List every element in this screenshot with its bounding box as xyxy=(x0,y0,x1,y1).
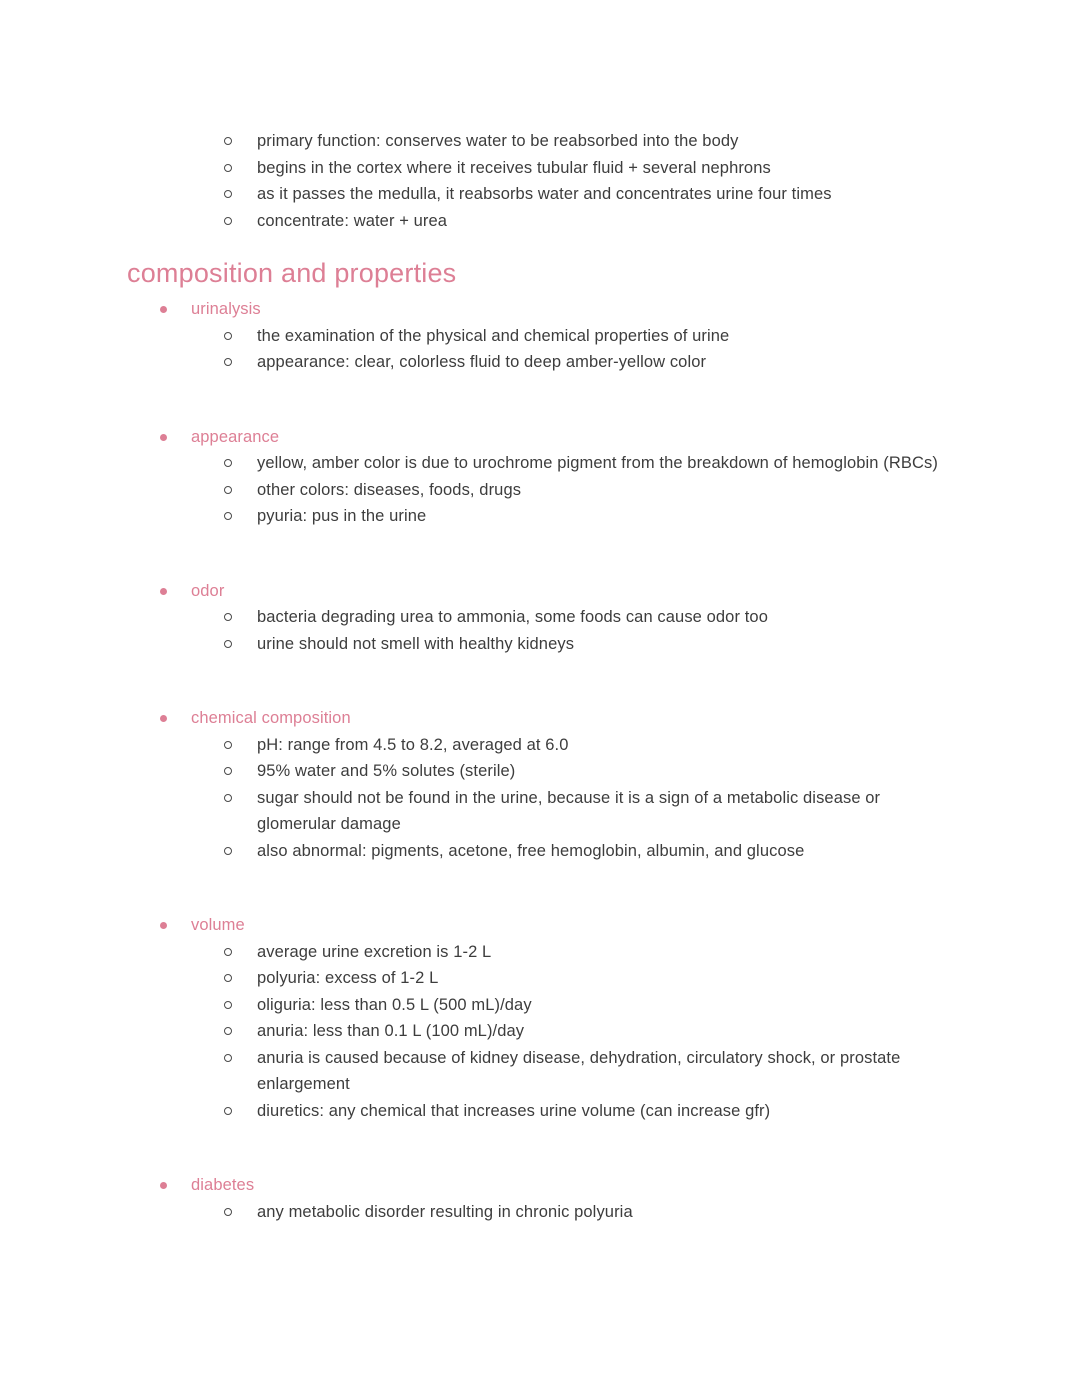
list-item-text: pH: range from 4.5 to 8.2, averaged at 6.0 xyxy=(257,735,569,754)
list-item xyxy=(127,128,1040,155)
list-item xyxy=(127,604,1040,631)
list-item-text: other colors: diseases, foods, drugs xyxy=(257,480,522,499)
pink-dot-bullet-icon xyxy=(160,588,167,595)
hollow-circle-bullet-icon xyxy=(224,1027,232,1035)
hollow-circle-bullet-icon xyxy=(224,640,232,648)
sub-list xyxy=(127,604,1040,657)
list-item-text: the examination of the physical and chemical properties of urine xyxy=(257,326,730,345)
list-item-text: primary function: conserves water to be reabsorbed into the body xyxy=(257,132,739,150)
list-item xyxy=(127,1045,1040,1098)
hollow-circle-bullet-icon xyxy=(224,190,232,198)
group-label: chemical composition xyxy=(191,709,351,727)
list-item xyxy=(127,631,1040,658)
sub-list xyxy=(127,939,1040,1125)
list-item xyxy=(127,992,1040,1019)
list-item-text: average urine excretion is 1-2 L xyxy=(257,942,492,961)
intro-list xyxy=(127,128,1040,234)
hollow-circle-bullet-icon xyxy=(224,613,232,621)
list-item-text: oliguria: less than 0.5 L (500 mL)/day xyxy=(257,995,532,1014)
bullet-label-row xyxy=(127,705,1040,732)
hollow-circle-bullet-icon xyxy=(224,332,232,340)
list-item-text: pyuria: pus in the urine xyxy=(257,507,427,525)
hollow-circle-bullet-icon xyxy=(224,741,232,749)
group-diabetes xyxy=(127,1172,1040,1225)
group-label: volume xyxy=(191,916,245,934)
hollow-circle-bullet-icon xyxy=(224,974,232,982)
list-item-text: urine should not smell with healthy kidneys xyxy=(257,634,575,653)
bullet-label-row xyxy=(127,424,1040,451)
group-label: appearance xyxy=(191,427,280,446)
group-label: odor xyxy=(191,581,225,600)
group-urinalysis xyxy=(127,296,1040,376)
list-item-text: also abnormal: pigments, acetone, free hemoglobin, albumin, and glucose xyxy=(257,841,805,860)
group-label: urinalysis xyxy=(191,300,261,318)
list-item xyxy=(127,939,1040,966)
list-item-text: yellow, amber color is due to urochrome pigment from the breakdown of hemoglobin (RBCs) xyxy=(257,454,938,472)
pink-dot-bullet-icon xyxy=(160,922,167,929)
list-item-text: 95% water and 5% solutes (sterile) xyxy=(257,762,516,780)
hollow-circle-bullet-icon xyxy=(224,459,232,467)
hollow-circle-bullet-icon xyxy=(224,948,232,956)
list-item xyxy=(127,758,1040,785)
group-volume xyxy=(127,912,1040,1124)
hollow-circle-bullet-icon xyxy=(224,137,232,145)
list-item-text: bacteria degrading urea to ammonia, some foods can cause odor too xyxy=(257,608,768,626)
list-item xyxy=(127,1098,1040,1125)
list-item xyxy=(127,1018,1040,1045)
group-label: diabetes xyxy=(191,1176,255,1194)
hollow-circle-bullet-icon xyxy=(224,847,232,855)
pink-dot-bullet-icon xyxy=(160,306,167,313)
group-odor xyxy=(127,578,1040,658)
list-item-text: any metabolic disorder resulting in chronic polyuria xyxy=(257,1202,633,1221)
sub-list xyxy=(127,450,1040,530)
pink-dot-bullet-icon xyxy=(160,434,167,441)
list-item xyxy=(127,503,1040,530)
list-item xyxy=(127,349,1040,376)
hollow-circle-bullet-icon xyxy=(224,767,232,775)
bullet-label-row xyxy=(127,1172,1040,1199)
pink-dot-bullet-icon xyxy=(160,715,167,722)
bullet-label-row xyxy=(127,912,1040,939)
list-item xyxy=(127,785,1040,838)
hollow-circle-bullet-icon xyxy=(224,486,232,494)
list-item xyxy=(127,838,1040,865)
group-chemical-composition xyxy=(127,705,1040,864)
list-item-text: polyuria: excess of 1-2 L xyxy=(257,969,439,987)
list-item-text: anuria: less than 0.1 L (100 mL)/day xyxy=(257,1022,525,1040)
list-item xyxy=(127,1199,1040,1226)
list-item-text: concentrate: water + urea xyxy=(257,211,448,230)
hollow-circle-bullet-icon xyxy=(224,164,232,172)
list-item xyxy=(127,477,1040,504)
list-item-text: sugar should not be found in the urine, because it is a sign of a metabolic disease or glomerular damage xyxy=(257,788,881,833)
list-item-text: as it passes the medulla, it reabsorbs water and concentrates urine four times xyxy=(257,185,832,203)
list-item xyxy=(127,965,1040,992)
sub-list xyxy=(127,1199,1040,1226)
bullet-label-row xyxy=(127,578,1040,605)
group-appearance xyxy=(127,424,1040,530)
hollow-circle-bullet-icon xyxy=(224,217,232,225)
section-heading: composition and properties xyxy=(127,258,457,288)
list-item xyxy=(127,323,1040,350)
list-item xyxy=(127,450,1040,477)
sub-list xyxy=(127,732,1040,865)
list-item-text: begins in the cortex where it receives tubular fluid + several nephrons xyxy=(257,158,771,177)
hollow-circle-bullet-icon xyxy=(224,512,232,520)
pink-dot-bullet-icon xyxy=(160,1182,167,1189)
list-item xyxy=(127,155,1040,182)
hollow-circle-bullet-icon xyxy=(224,1054,232,1062)
list-item-text: anuria is caused because of kidney disease, dehydration, circulatory shock, or prostate enlargement xyxy=(257,1048,901,1093)
hollow-circle-bullet-icon xyxy=(224,358,232,366)
hollow-circle-bullet-icon xyxy=(224,1107,232,1115)
list-item xyxy=(127,181,1040,208)
list-item-text: appearance: clear, colorless fluid to deep amber-yellow color xyxy=(257,353,707,371)
hollow-circle-bullet-icon xyxy=(224,794,232,802)
list-item-text: diuretics: any chemical that increases urine volume (can increase gfr) xyxy=(257,1101,771,1120)
list-item xyxy=(127,732,1040,759)
bullet-label-row xyxy=(127,296,1040,323)
list-item xyxy=(127,208,1040,235)
sub-list xyxy=(127,323,1040,376)
hollow-circle-bullet-icon xyxy=(224,1001,232,1009)
hollow-circle-bullet-icon xyxy=(224,1208,232,1216)
